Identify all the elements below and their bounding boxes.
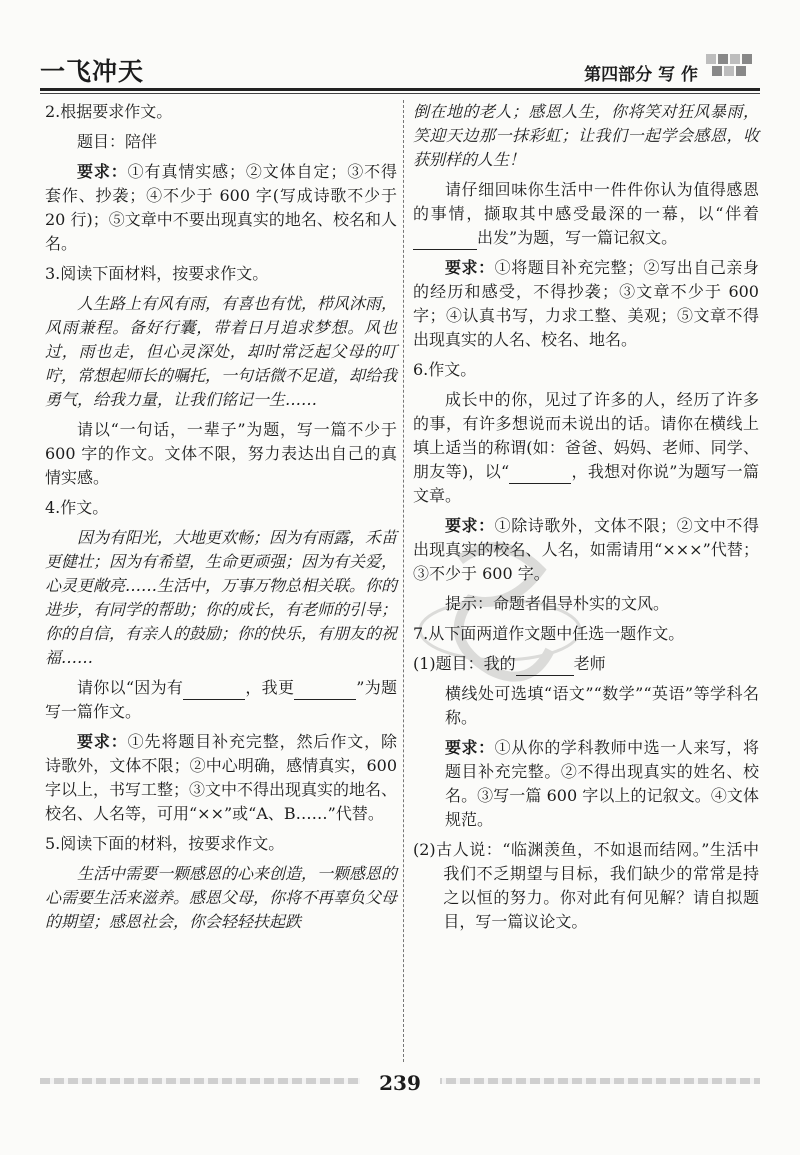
q5-task [413, 178, 759, 250]
q6-material [413, 388, 759, 508]
q7-p1-requirements [413, 736, 759, 832]
right-column [413, 100, 759, 940]
brand-logo: 一飞冲天 [40, 57, 145, 86]
q4-task-b: ，我更 [245, 678, 295, 697]
q4-req-text: ①先将题目补充完整，然后作文，除诗歌外，文体不限；②中心明确，感情真实，600 字以上，书写工整；③文中不得出现真实的地名、校名、人名等，可用“××”或“A、B……”代替。 [45, 732, 398, 823]
q7-p1-a: (1)题目：我的 [413, 654, 516, 673]
q6-req-label: 要求： [445, 516, 495, 535]
q3-task: 请以“一句话，一辈子”为题，写一篇不少于 600 字的作文。文体不限，努力表达出自己的真情实感。 [45, 420, 397, 487]
q4-requirements [45, 730, 397, 826]
q4-material: 因为有阳光，大地更欢畅；因为有雨露，禾苗更健壮；因为有希望，生命更顽强；因为有关爱，心灵更敞亮……生活中，万事万物总相关联。你的进步，有同学的帮助；你的成长，有老师的引导；你的自信，有亲人的鼓励；你的快乐，有朋友的祝福…… [45, 528, 398, 667]
q6-material-b: ，我想对你说”为题写一篇文章。 [413, 462, 759, 505]
q5-task-b: 出发”为题，写一篇记叙文。 [477, 228, 678, 247]
page-number: 239 [360, 1068, 440, 1098]
q4-task [45, 676, 397, 724]
q4-task-c: ”为题写一篇作文。 [45, 678, 397, 721]
q3-material: 人生路上有风有雨，有喜也有忧，栉风沐雨，风雨兼程。备好行囊，带着日月追求梦想。风也过，雨也走，但心灵深处，却时常泛起父母的叮咛，常想起师长的嘱托，一句话微不足道，却给我勇气，给我力量，让我们铭记一生…… [45, 294, 398, 409]
q2-req-text: ①有真情实感；②文体自定；③不得套作、抄袭；④不少于 600 字(写成诗歌不少于 20 行)；⑤文章中不要出现真实的地名、校名和人名。 [45, 162, 397, 253]
q2-req-label: 要求： [77, 162, 128, 181]
q7-p1-b: 老师 [573, 654, 606, 673]
q5-task-a: 请仔细回味你生活中一件件你认为值得感恩的事情，撷取其中感受最深的一幕，以“伴着 [413, 180, 759, 223]
q4-blank-1 [183, 681, 245, 700]
q5-title: 5.阅读下面的材料，按要求作文。 [45, 834, 285, 853]
q6-blank [509, 465, 571, 484]
q6-requirements [413, 514, 759, 586]
q7-p1-req-label: 要求： [445, 738, 495, 757]
q2-requirements [45, 160, 397, 256]
q3-title: 3.阅读下面材料，按要求作文。 [45, 264, 269, 283]
q5-req-text: ①将题目补充完整；②写出自己亲身的经历和感受，不得抄袭；③文章不少于 600 字；④认真书写，力求工整、美观；⑤文章不得出现真实的人名、校名、地名。 [413, 258, 759, 349]
q2-title: 2.根据要求作文。 [45, 102, 173, 121]
q5-requirements [413, 256, 759, 352]
q2-topic: 题目：陪伴 [77, 132, 158, 151]
page-header [40, 50, 760, 98]
decorative-tiles [706, 50, 754, 84]
q5-req-label: 要求： [445, 258, 495, 277]
q7-option-1-title [413, 652, 759, 676]
q5-material: 生活中需要一颗感恩的心来创造，一颗感恩的心需要生活来滋养。感恩父母，你将不再辜负父母的期望；感恩社会，你会轻轻扶起跌 [45, 864, 398, 931]
q5-material-cont: 倒在地的老人；感恩人生，你将笑对狂风暴雨，笑迎天边那一抹彩虹；让我们一起学会感恩，收获别样的人生！ [413, 102, 759, 169]
q7-option-2: (2)古人说：“临渊羡鱼，不如退而结网。”生活中我们不乏期望与目标，我们缺少的常常是持之以恒的努力。你对此有何见解？请自拟题目，写一篇议论文。 [413, 840, 759, 931]
q6-title: 6.作文。 [413, 360, 477, 379]
q4-title: 4.作文。 [45, 498, 109, 517]
q6-material-a: 成长中的你，见过了许多的人，经历了许多的事，有许多想说而未说出的话。请你在横线上填上适当的称谓(如：爸爸、妈妈、老师、同学、朋友等)，以“ [413, 390, 759, 481]
header-rule [40, 88, 760, 91]
q7-title: 7.从下面两道作文题中任选一题作文。 [413, 624, 685, 643]
q6-req-text: ①除诗歌外，文体不限；②文中不得出现真实的校名、人名，如需请用“×××”代替；③不少于 600 字。 [413, 516, 759, 583]
q5-blank [413, 231, 477, 250]
left-column [45, 100, 397, 940]
q4-blank-2 [294, 681, 356, 700]
q6-hint: 提示：命题者倡导朴实的文风。 [445, 594, 670, 613]
q4-task-a: 请你以“因为有 [77, 678, 184, 697]
q7-p1-note: 横线处可选填“语文”“数学”“英语”等学科名称。 [445, 684, 759, 727]
page-footer [0, 1068, 800, 1128]
q7-blank [516, 657, 574, 676]
section-title: 第四部分 写 作 [584, 65, 698, 85]
header-rule-thin [40, 93, 760, 94]
q7-p1-req-text: ①从你的学科教师中选一人来写，将题目补充完整。②不得出现真实的姓名、校名。③写一篇 600 字以上的记叙文。④文体规范。 [445, 738, 759, 829]
q4-req-label: 要求： [77, 732, 128, 751]
